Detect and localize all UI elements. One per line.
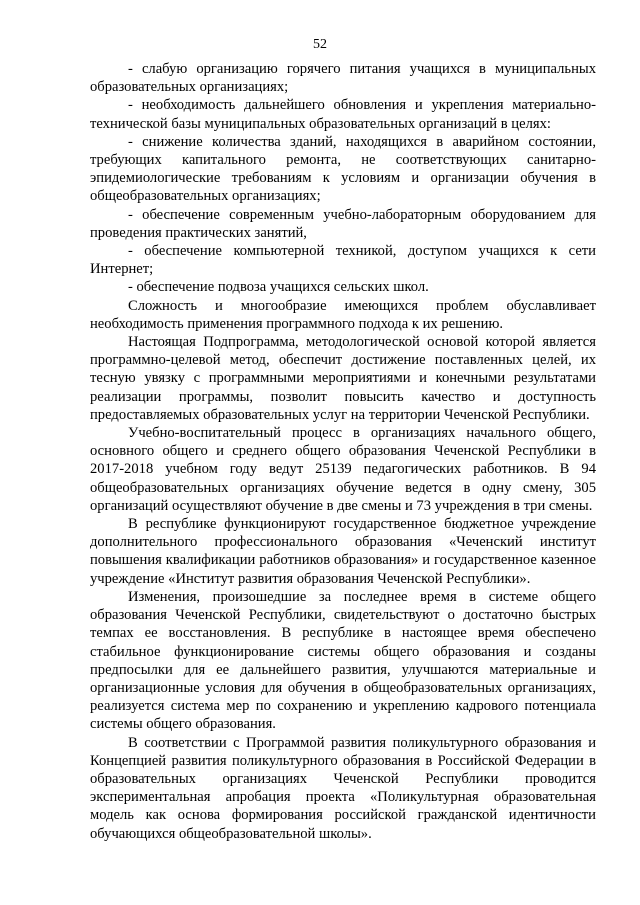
document-body [90, 60, 596, 843]
paragraph-lab-equipment: - обеспечение современным учебно-лабораторным оборудованием для проведения практических занятий, [90, 206, 596, 241]
paragraph-weak-hot-meals: - слабую организацию горячего питания учащихся в муниципальных образовательных организациях; [90, 61, 596, 96]
paragraph-program-approach: Сложность и многообразие имеющихся проблем обуславливает необходимость применения программного подхода к их решению. [90, 297, 596, 332]
paragraph-teaching-staff-stats: Учебно-воспитательный процесс в организациях начального общего, основного общего и среднего общего образования Чеченской Республики в 2017-2018 учебном году ведут 25139 педагогических работников. В 94 общеобразовательных организациях обучение ведется в одну смену, 305 организаций осуществляют обучение в две смены и 73 учреждения в три смены. [90, 425, 596, 514]
paragraph-subprogram-method: Настоящая Подпрограмма, методологической основой которой является программно-целевой метод, обеспечит достижение поставленных целей, их тесную увязку с программными мероприятиями и конечными результатами реализации программы, позволит повысить качество и доступность предоставляемых образовательных услуг на территории Чеченской Республики. [90, 334, 596, 423]
paragraph-material-base-renewal: - необходимость дальнейшего обновления и укрепления материально-технической базы муниципальных образовательных организаций в целях: [90, 97, 596, 132]
paragraph-computer-internet: - обеспечение компьютерной техникой, доступом учащихся к сети Интернет; [90, 243, 596, 278]
paragraph-multicultural-education: В соответствии с Программой развития поликультурного образования и Концепцией развития поликультурного образования в Российской Федерации в образовательных организациях Чеченской Республики проводится экспериментальная апробация проекта «Поликультурная образовательная модель как основа формирования российской гражданской идентичности обучающихся общеобразовательной школы». [90, 734, 596, 842]
paragraph-institutes: В республике функционируют государственное бюджетное учреждение дополнительного профессионального образования «Чеченский институт повышения квалификации работников образования» и государственное казенное учреждение «Институт развития образования Чеченской Республики». [90, 516, 596, 587]
paragraph-rural-transport: - обеспечение подвоза учащихся сельских школ. [128, 279, 429, 296]
paragraph-system-changes: Изменения, произошедшие за последнее время в системе общего образования Чеченской Республики, свидетельствуют о достаточно быстрых темпах ее восстановления. В республике в настоящее время обеспечено стабильное функционирование системы общего образования и созданы предпосылки для ее дальнейшего развития, улучшаются материальные и организационные условия для обучения в общеобразовательных организациях, реализуется система мер по сохранению и укреплению кадрового потенциала системы общего образования. [90, 588, 596, 733]
paragraph-emergency-buildings: - снижение количества зданий, находящихся в аварийном состоянии, требующих капитального ремонта, не соответствующих санитарно-эпидемиологические требованиям к условиям и организации обучения в общеобразовательных организациях; [90, 133, 596, 205]
page-number: 52 [313, 37, 327, 52]
